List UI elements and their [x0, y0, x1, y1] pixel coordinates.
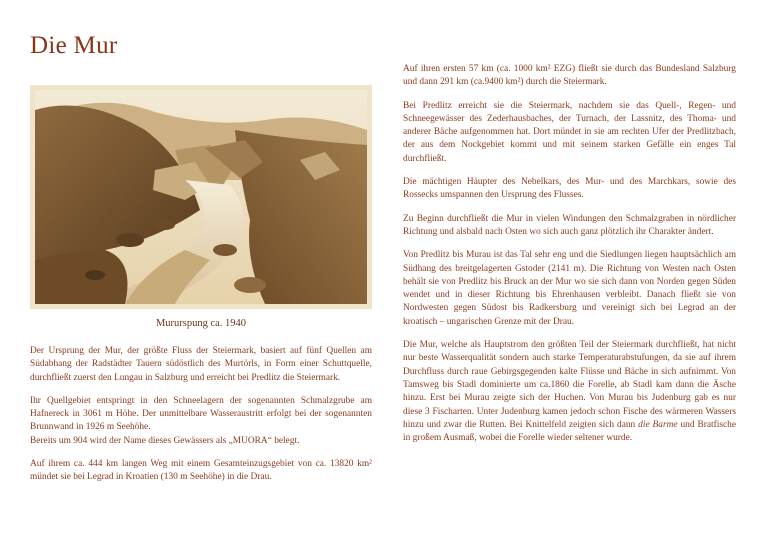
photo-caption: Mururspung ca. 1940: [155, 318, 247, 329]
paragraph: Auf ihrem ca. 444 km langen Weg mit einem Gesamteinzugsgebiet von ca. 13820 km² mündet sie bei Legrad in Kroatien (130 m Seehöhe) in die Drau.: [30, 459, 372, 483]
paragraph: Zu Beginn durchfließt die Mur in vielen Windungen den Schmalzgraben in nördlicher Richtung und alsbald nach Osten wo sich auch ganz plötzlich ihr Charakter ändert.: [403, 213, 736, 237]
paragraph: Von Predlitz bis Murau ist das Tal sehr eng und die Siedlungen liegen hauptsächlich am Südhang des breitgelagerten Gstoder (2141 m). Die Richtung von Westen nach Osten behält sie von Predlitz bis Bruck an der Mur wo sie sich dann von Norden gegen Süden wendet und in dieser Richtung bis Ehrenhausen verbleibt. Danach fließt sie von Nordwesten gegen Südost bis Radkersburg und vereinigt sich bei Legrad an der kroatisch – ungarischen Grenze mit der Drau.: [403, 250, 736, 327]
paragraph: Bei Predlitz erreicht sie die Steiermark, nachdem sie das Quell-, Regen- und Schneegewässer des Zederhausbaches, der Turnach, der Lassnitz, des Thoma- und anderer Bäche aufgenommen hat. Dort mündet in sie am rechten Ufer der Predlitzbach, der aus dem Nockgebiet kommt und mit seinem starken Gefälle ein enges Tal durchfließt.: [403, 100, 736, 164]
paragraph: Die mächtigen Häupter des Nebelkars, des Mur- und des Marchkars, sowie des Rossecks umspannen den Ursprung des Flusses.: [403, 177, 736, 201]
paragraph: Bereits um 904 wird der Name dieses Gewässers als „MUORA“ belegt.: [30, 435, 300, 446]
text-run: und Bratfische in großem Ausmaß, wobei die Forelle wieder seltener wurde.: [403, 419, 736, 444]
sepia-landscape-image: [35, 90, 367, 304]
left-text-column: [30, 345, 372, 495]
right-text-column: [403, 63, 736, 455]
italic-term: die Barme: [638, 419, 678, 430]
historic-photo-mur-source: [30, 85, 372, 309]
page-title: Die Mur: [30, 32, 118, 59]
paragraph: Ihr Quellgebiet entspringt in den Schneelagern der sogenannten Schmalzgrube am Hafnereck in 3061 m Höhe. Der unmittelbare Wasseraustritt erfolgt bei der sogenannten Brunnwand in 1926 m Seehöhe.: [30, 395, 372, 433]
paragraph: [403, 339, 736, 445]
text-run: Die Mur, welche als Hauptstrom den größten Teil der Steiermark durchfließt, hat nicht nur beste Wasserqualität sondern auch starke Temperaturabstufungen, da sie auf ihrem Durchfluss durch raue Gebirgsgegenden kalte Flüsse und Bäche in sich aufnimmt. Von Tamsweg bis Stadl dominierte um ca.1860 die Forelle, ab Stadl kam dann die Äsche hinzu. Erst bei Murau zeigte sich der Huchen. Von Murau bis Judenburg gab es nur diese 3 Fischarten. Unter Judenburg kamen jedoch schon Fische des wärmeren Wassers hinzu und zwar die Rutten. Bei Knittelfeld zeigten sich dann: [403, 340, 736, 430]
paragraph: Der Ursprung der Mur, der größte Fluss der Steiermark, basiert auf fünf Quellen am Südabhang der Radstädter Tauern südöstlich des Murtörls, in Form einer Schuttquelle, durchfließt zuerst den Lungau in Salzburg und erreicht bei Predlitz die Steiermark.: [30, 346, 372, 383]
paragraph: Auf ihren ersten 57 km (ca. 1000 km² EZG) fließt sie durch das Bundesland Salzburg und dann 291 km (ca.9400 km²) durch die Steiermark.: [403, 64, 736, 88]
